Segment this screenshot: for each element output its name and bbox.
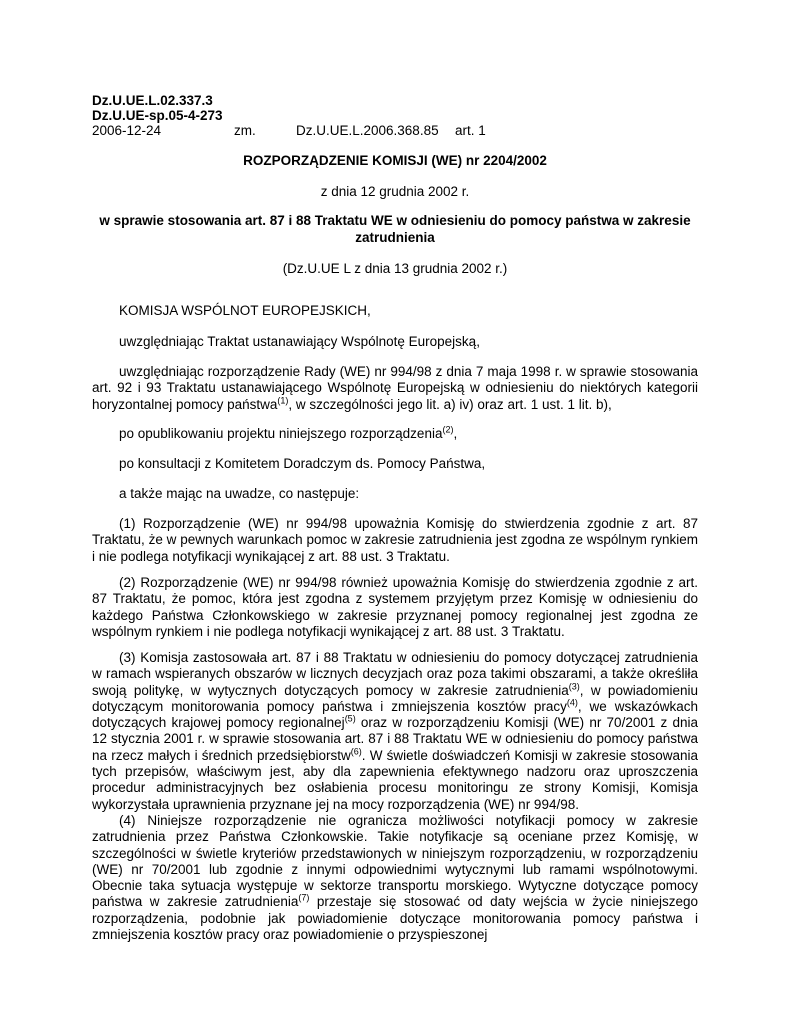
footnote-ref-6: (6) bbox=[350, 746, 362, 757]
preamble-publication-text: po opublikowaniu projektu niniejszego rozporządzenia bbox=[119, 426, 443, 441]
recital-4-text-b: przestaje się stosować od daty wejścia w życie niniejszego rozporządzenia, podobnie jak powiadomienie dotyczące monitorowania pomocy państwa i zmniejszenia kosztów pracy oraz powiadomienie o przyspieszonej bbox=[92, 894, 699, 943]
recital-3-text-d: oraz w rozporządzeniu Komisji (WE) nr 70/2001 z dnia 12 stycznia 2001 r. w sprawie stosowania art. 87 i 88 Traktatu WE w odniesieniu do pomocy państwa na rzecz małych i średnich przedsiębiorstw bbox=[92, 715, 698, 763]
footnote-ref-3: (3) bbox=[568, 681, 580, 692]
recital-2: (2) Rozporządzenie (WE) nr 994/98 również upoważnia Komisję do stwierdzenia zgodnie z art. 87 Traktatu, że pomoc, która jest zgodna z systemem przyjętym przez Komisję w odniesieniu do każdego Państwa Członkowskiego w zakresie przyznanej pomocy regionalnej jest zgodna ze wspólnym rynkiem i nie podlega notyfikacji wynikającej z art. 88 ust. 3 Traktatu. bbox=[92, 575, 698, 639]
publication-note: (Dz.U.UE L z dnia 13 grudnia 2002 r.) bbox=[282, 261, 508, 276]
recital-3-text-b: , w powiadomieniu dotyczącym monitorowania pomocy państwa i zmniejszenia kosztów pracy bbox=[92, 682, 698, 714]
footnote-ref-1: (1) bbox=[277, 395, 289, 406]
amendment-reference: Dz.U.UE.L.2006.368.85 bbox=[296, 123, 439, 138]
recital-4 bbox=[92, 813, 698, 943]
recital-4-text-a: (4) Niniejsze rozporządzenie nie ogranicza możliwości notyfikacji pomocy w zakresie zatrudnienia przez Państwa Członkowskie. Takie notyfikacje są oceniane przez Komisję, w szczególności w świetle kryteriów przedstawionych w niniejszym rozporządzeniu, w rozporządzeniu (WE) nr 70/2001 lub zgodnie z innymi odpowiednimi wytycznymi lub ramami wspólnotowymi. Obecnie taka sytuacja występuje w sektorze transportu morskiego. Wytyczne dotyczące pomocy państwa w zakresie zatrudnienia bbox=[92, 813, 698, 910]
preamble-whereas: a także mając na uwadze, co następuje: bbox=[119, 486, 360, 501]
regulation-subject: w sprawie stosowania art. 87 i 88 Traktatu WE w odniesieniu do pomocy państwa w zakresie zatrudnienia bbox=[99, 213, 691, 245]
footnote-ref-7: (7) bbox=[298, 892, 310, 903]
preamble-publication bbox=[92, 426, 698, 442]
reference-special-edition: Dz.U.UE-sp.05-4-273 bbox=[92, 108, 223, 123]
recital-1: (1) Rozporządzenie (WE) nr 994/98 upoważnia Komisję do stwierdzenia zgodnie z art. 87 Traktatu, że w pewnych warunkach pomoc w zakresie zatrudnienia jest zgodna ze wspólnym rynkiem i nie podlega notyfikacji wynikającej z art. 88 ust. 3 Traktatu. bbox=[92, 516, 698, 564]
amendment-label: zm. bbox=[234, 123, 256, 138]
recital-3-text-c: , we wskazówkach dotyczących krajowej pomocy regionalnej bbox=[92, 698, 699, 731]
regulation-date: z dnia 12 grudnia 2002 r. bbox=[320, 184, 470, 199]
preamble-consultation: po konsultacji z Komitetem Doradczym ds. Pomocy Państwa, bbox=[119, 456, 486, 471]
preamble-council-regulation bbox=[92, 364, 698, 413]
footnote-ref-5: (5) bbox=[344, 713, 356, 724]
footnote-ref-2: (2) bbox=[442, 424, 454, 435]
preamble-treaty: uwzględniając Traktat ustanawiający Wspólnotę Europejską, bbox=[119, 334, 480, 349]
recital-3-text-e: . W świetle doświadczeń Komisji w zakresie stosowania tych przepisów, właściwym jest, aby dla zapewnienia efektywnego nadzoru oraz uproszczenia procedur administracyjnych bez osłabienia procesu monitoringu ze strony Komisji, Komisja wykorzystała uprawnienia przyznane jej na mocy rozporządzenia (WE) nr 994/98. bbox=[92, 747, 698, 812]
preamble-council-regulation-text-end: , w szczególności jego lit. a) iv) oraz art. 1 ust. 1 lit. b), bbox=[288, 396, 612, 412]
amendment-article: art. 1 bbox=[455, 123, 486, 138]
amendment-date: 2006-12-24 bbox=[92, 123, 162, 138]
recital-3 bbox=[92, 650, 698, 813]
recital-3-text-a: (3) Komisja zastosowała art. 87 i 88 Traktatu w odniesieniu do pomocy dotyczącej zatrudnienia w ramach wspieranych obszarów w licznych decyzjach oraz poza takimi obszarami, a także określiła swoją politykę, w wytycznych dotyczących pomocy w zakresie zatrudnienia bbox=[92, 650, 698, 698]
preamble-council-regulation-text: uwzględniając rozporządzenie Rady (WE) nr 994/98 z dnia 7 maja 1998 r. w sprawie stosowania art. 92 i 93 Traktatu ustanawiającego Wspólnotę Europejską w odniesieniu do niektórych kategorii horyzontalnej pomocy państwa bbox=[92, 364, 698, 412]
preamble-publication-text-end: , bbox=[453, 426, 458, 441]
reference-ojeu: Dz.U.UE.L.02.337.3 bbox=[92, 93, 213, 108]
regulation-title: ROZPORZĄDZENIE KOMISJI (WE) nr 2204/2002 bbox=[243, 153, 547, 168]
footnote-ref-4: (4) bbox=[566, 697, 578, 708]
preamble-commission: KOMISJA WSPÓLNOT EUROPEJSKICH, bbox=[119, 303, 371, 318]
